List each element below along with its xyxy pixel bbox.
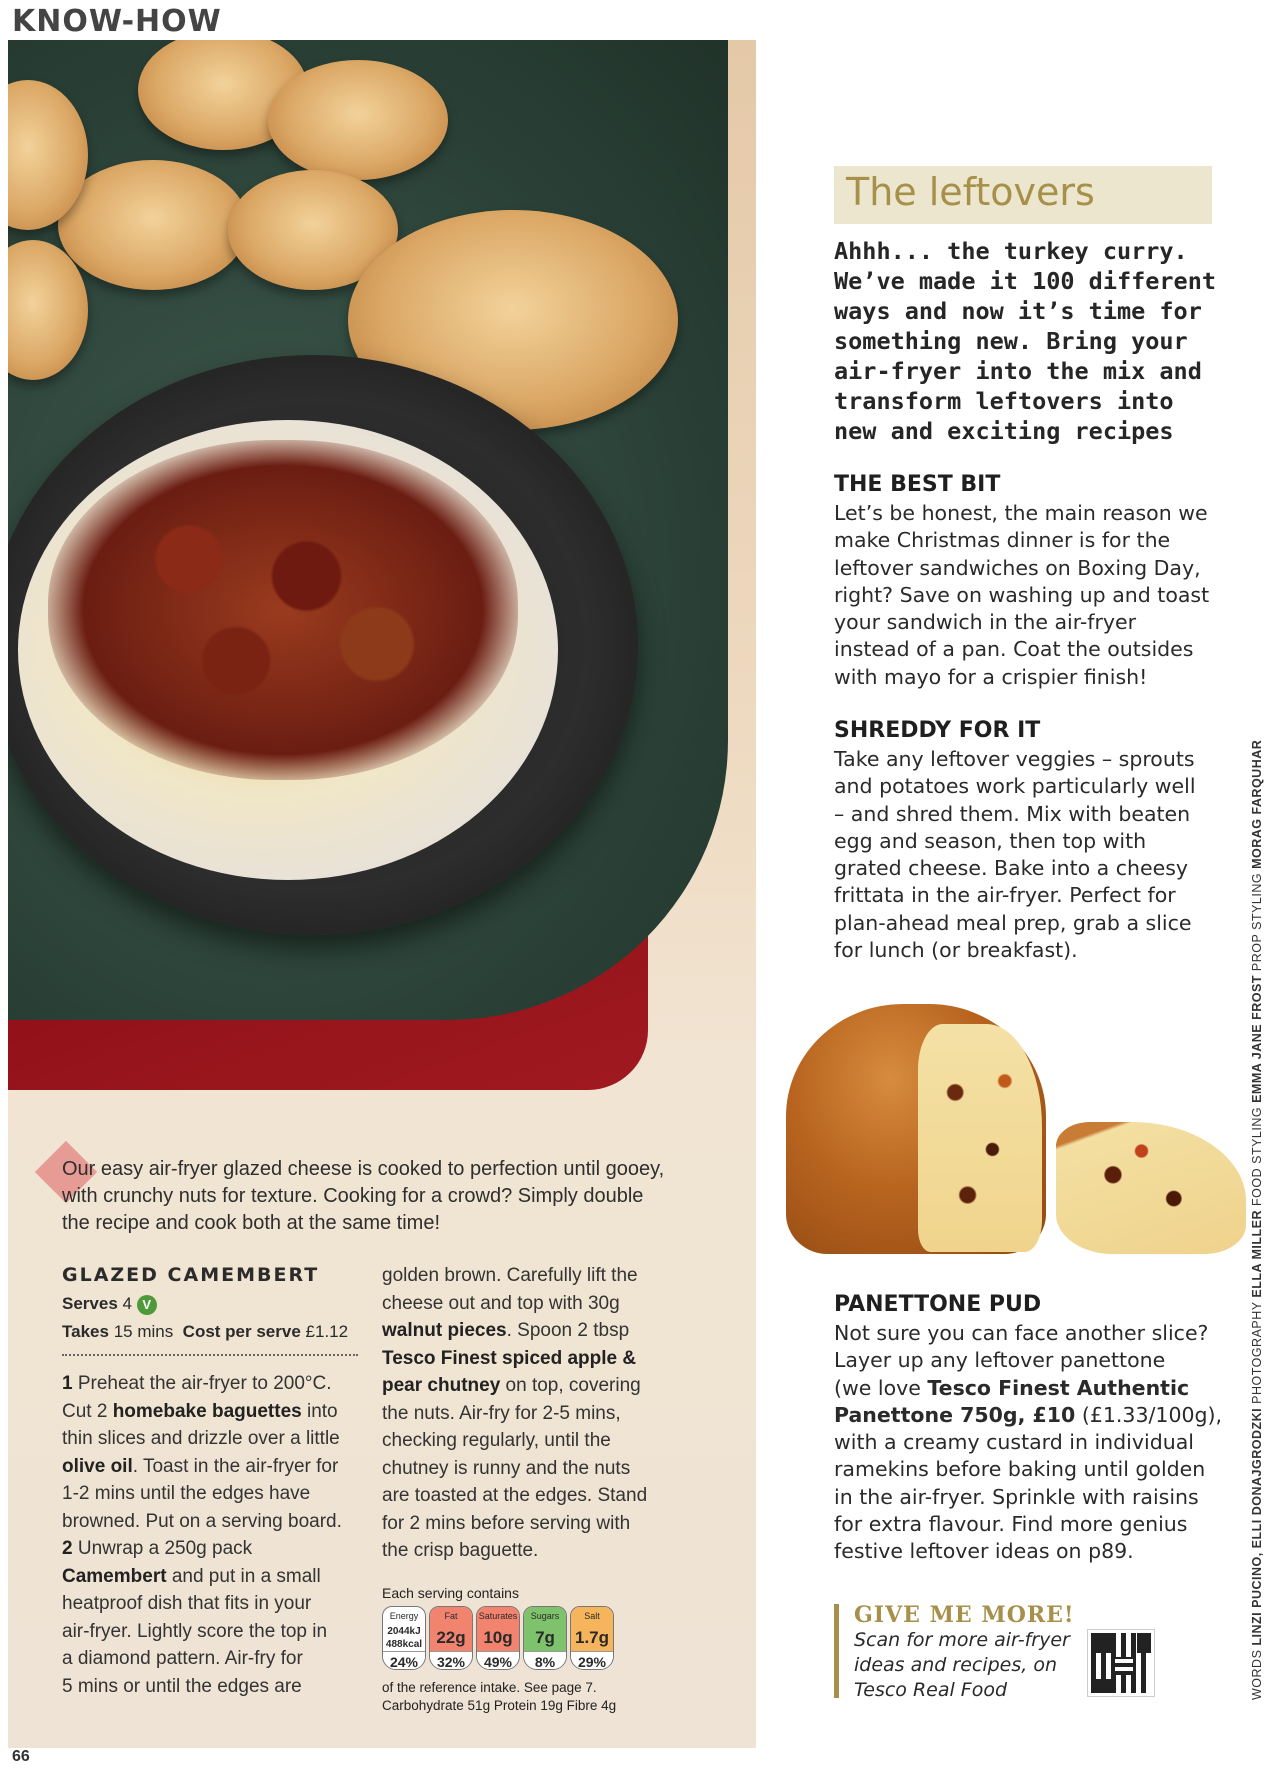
- text-segment: into: [301, 1400, 338, 1422]
- text-emphasis: Tesco Finest Authentic: [927, 1375, 1190, 1400]
- text-segment: Not sure you can face another slice?: [834, 1321, 1209, 1345]
- lead-line: We’ve made it 100 different: [834, 267, 1217, 295]
- text-segment: frittata in the air-fryer. Perfect for: [834, 883, 1176, 908]
- text-line: [834, 636, 1234, 663]
- text-line: [382, 1455, 682, 1483]
- method-column-2: [382, 1262, 682, 1565]
- text-line: [834, 555, 1234, 582]
- text-segment: . Toast in the air-fryer for: [132, 1455, 339, 1477]
- text-line: [62, 1453, 362, 1481]
- text-line: [382, 1510, 682, 1538]
- text-segment: for extra flavour. Find more genius: [834, 1512, 1188, 1537]
- nutrition-value: 1.7g: [571, 1625, 613, 1651]
- text-line: [834, 773, 1234, 800]
- accent-bar: [834, 1604, 839, 1698]
- nutrition-energy-label: Energy: [389, 1611, 419, 1621]
- nutrition-sugars: [523, 1606, 567, 1670]
- nutrition-energy-kcal: 488kcal: [385, 1639, 423, 1650]
- text-segment: egg and season, then top with: [834, 828, 1147, 853]
- nutrition-extra: Carbohydrate 51g Protein 19g Fibre 4g: [382, 1698, 617, 1713]
- text-segment: instead of a pan. Coat the outsides: [834, 637, 1194, 662]
- text-line: [834, 1456, 1234, 1483]
- nutrition-value: 22g: [430, 1625, 472, 1651]
- text-line: [834, 1347, 1234, 1374]
- text-segment: browned. Put on a serving board.: [62, 1510, 342, 1532]
- leftovers-title: The leftovers: [846, 170, 1095, 214]
- text-segment: in the air-fryer. Sprinkle with raisins: [834, 1484, 1199, 1509]
- nutrition-saturates: [476, 1606, 520, 1670]
- give-more-line: Scan for more air-fryer: [854, 1629, 1070, 1651]
- text-line: [834, 1402, 1234, 1429]
- baguette-slice: [268, 60, 448, 180]
- text-segment: for lunch (or breakfast).: [834, 938, 1078, 963]
- page-number: 66: [12, 1748, 30, 1765]
- text-line: [62, 1370, 362, 1398]
- text-segment: a diamond pattern. Air-fry for: [62, 1648, 303, 1669]
- text-line: [62, 1563, 362, 1591]
- text-line: [834, 582, 1234, 609]
- lead-line: transform leftovers into: [834, 387, 1174, 415]
- text-segment: for 2 mins before serving with: [382, 1512, 631, 1534]
- takes-label: Takes: [62, 1322, 109, 1341]
- nutrition-energy: [382, 1606, 426, 1670]
- text-line: [62, 1425, 362, 1453]
- text-line: [62, 1590, 362, 1618]
- nutrition-label: Saturates: [477, 1607, 519, 1625]
- heading-panettone: PANETTONE PUD: [834, 1292, 1042, 1317]
- text-segment: thin slices and drizzle over a little: [62, 1428, 340, 1449]
- panettone-body: [834, 1320, 1234, 1566]
- serves-value: 4: [122, 1294, 132, 1313]
- text-line: [834, 1320, 1234, 1347]
- leftovers-lead: [834, 236, 1224, 446]
- text-segment: checking regularly, until the: [382, 1430, 611, 1451]
- lead-line: something new. Bring your: [834, 327, 1188, 355]
- text-segment: right? Save on washing up and toast: [834, 582, 1210, 607]
- vegetarian-icon: V: [137, 1295, 157, 1315]
- text-segment: Let’s be honest, the main reason we: [834, 501, 1208, 525]
- nutrition-pct: 29%: [571, 1651, 613, 1670]
- cost-label: Cost per serve: [182, 1322, 301, 1341]
- text-line: [62, 1645, 362, 1673]
- text-segment: (£1.33/100g),: [1075, 1402, 1223, 1427]
- text-emphasis: 2: [62, 1538, 73, 1559]
- text-line: [834, 1429, 1234, 1456]
- nutrition-heading: Each serving contains: [382, 1585, 519, 1601]
- text-segment: ramekins before baking until golden: [834, 1457, 1206, 1482]
- nutrition-label: Salt: [571, 1607, 613, 1625]
- text-emphasis: pear chutney: [382, 1375, 501, 1396]
- text-line: [834, 910, 1234, 937]
- text-line: [834, 500, 1234, 527]
- text-emphasis: 1: [62, 1373, 73, 1394]
- credit-role: WORDS: [1250, 1645, 1264, 1700]
- nutrition-ref-note: of the reference intake. See page 7.: [382, 1680, 597, 1695]
- serves-line: [62, 1294, 157, 1315]
- nutrition-label: Fat: [430, 1607, 472, 1625]
- text-line: [382, 1262, 682, 1290]
- text-segment: 5 mins or until the edges are: [62, 1675, 302, 1697]
- text-line: [834, 855, 1234, 882]
- section-label: KNOW-HOW: [12, 4, 222, 39]
- text-line: [62, 1618, 362, 1646]
- give-more-line: Tesco Real Food: [854, 1679, 1008, 1701]
- text-line: [382, 1482, 682, 1510]
- text-segment: grated cheese. Bake into a cheesy: [834, 856, 1189, 881]
- text-line: [62, 1480, 362, 1508]
- text-segment: Cut 2: [62, 1400, 113, 1422]
- text-emphasis: olive oil: [62, 1455, 133, 1477]
- text-line: [62, 1535, 362, 1563]
- text-line: [834, 1511, 1234, 1538]
- text-segment: air-fryer. Lightly score the top in: [62, 1620, 328, 1642]
- cost-value: £1.12: [305, 1322, 349, 1341]
- recipe-title: GLAZED CAMEMBERT: [62, 1264, 320, 1286]
- text-segment: Preheat the air-fryer to 200°C.: [72, 1373, 332, 1394]
- text-line: [834, 609, 1234, 636]
- panettone-slice: [1056, 1122, 1246, 1254]
- text-segment: chutney is runny and the nuts: [382, 1457, 631, 1479]
- text-segment: leftover sandwiches on Boxing Day,: [834, 555, 1201, 580]
- text-line: [382, 1372, 682, 1400]
- give-more-text: [854, 1628, 1084, 1703]
- text-segment: the crisp baguette.: [382, 1540, 539, 1561]
- nutrition-salt: [570, 1606, 614, 1670]
- shreddy-body: [834, 746, 1234, 964]
- text-line: [834, 801, 1234, 828]
- text-segment: cheese out and top with 30g: [382, 1292, 620, 1314]
- qr-code-icon[interactable]: [1088, 1630, 1154, 1696]
- text-line: [382, 1537, 682, 1565]
- credit-role: PHOTOGRAPHY: [1250, 1297, 1264, 1404]
- text-line: [834, 746, 1234, 773]
- text-line: [834, 828, 1234, 855]
- text-emphasis: homebake baguettes: [112, 1400, 302, 1422]
- nutrition-fat: [429, 1606, 473, 1670]
- give-more-title: GIVE ME MORE!: [854, 1602, 1075, 1628]
- text-line: [834, 1538, 1234, 1565]
- text-segment: make Christmas dinner is for the: [834, 528, 1171, 553]
- baguette-slice: [58, 160, 248, 290]
- nutrition-value: 7g: [524, 1625, 566, 1651]
- divider: [62, 1354, 358, 1356]
- nutrition-table: [382, 1606, 614, 1670]
- credit-name: MORAG FARQUHAR: [1250, 739, 1264, 869]
- text-line: [382, 1400, 682, 1428]
- nutrition-pct: 32%: [430, 1651, 472, 1670]
- text-line: [834, 882, 1234, 909]
- nutrition-value: 10g: [477, 1625, 519, 1651]
- text-line: [62, 1673, 362, 1701]
- text-segment: and potatoes work particularly well: [834, 774, 1196, 799]
- text-segment: Take any leftover veggies – sprouts: [834, 747, 1195, 771]
- text-segment: with a creamy custard in individual: [834, 1430, 1194, 1455]
- text-segment: Unwrap a 250g pack: [72, 1538, 253, 1559]
- text-segment: 1-2 mins until the edges have: [62, 1483, 311, 1504]
- text-segment: and put in a small: [166, 1565, 321, 1587]
- text-emphasis: walnut pieces: [382, 1320, 507, 1341]
- nutrition-energy-value: [383, 1625, 425, 1651]
- recipe-intro: Our easy air-fryer glazed cheese is cooked to perfection until gooey, with crunchy nuts for texture. Cooking for a crowd? Simply double the recipe and cook both at the same time!: [62, 1158, 665, 1234]
- lead-line: air-fryer into the mix and: [834, 357, 1202, 385]
- heading-best-bit: THE BEST BIT: [834, 472, 1001, 497]
- text-emphasis: Camembert: [62, 1565, 167, 1587]
- credit-name: LINZI PUCINO, ELLI DONAJGRODZKI: [1250, 1407, 1264, 1646]
- best-bit-body: [834, 500, 1234, 691]
- text-line: [62, 1508, 362, 1536]
- heading-shreddy: SHREDDY FOR IT: [834, 718, 1041, 743]
- text-segment: on top, covering: [500, 1375, 641, 1396]
- text-line: [834, 1375, 1234, 1402]
- text-segment: are toasted at the edges. Stand: [382, 1485, 648, 1506]
- text-line: [382, 1317, 682, 1345]
- text-segment: festive leftover ideas on p89.: [834, 1539, 1134, 1564]
- text-line: [382, 1427, 682, 1455]
- credit-name: EMMA JANE FROST: [1250, 975, 1264, 1103]
- text-line: [834, 1484, 1234, 1511]
- credit-role: PROP STYLING: [1250, 868, 1264, 972]
- nutrition-pct: 49%: [477, 1651, 519, 1670]
- serves-label: Serves: [62, 1294, 118, 1313]
- lead-line: new and exciting recipes: [834, 417, 1174, 445]
- text-segment: . Spoon 2 tbsp: [506, 1320, 630, 1341]
- text-line: [834, 527, 1234, 554]
- nutrition-energy-pct: 24%: [383, 1651, 425, 1670]
- text-segment: plan-ahead meal prep, grab a slice: [834, 910, 1192, 935]
- text-segment: – and shred them. Mix with beaten: [834, 801, 1191, 826]
- text-segment: your sandwich in the air-fryer: [834, 610, 1137, 635]
- credit-role: FOOD STYLING: [1250, 1102, 1264, 1206]
- walnut-chutney-topping: [48, 440, 518, 780]
- nutrition-energy-kj: 2044kJ: [387, 1626, 421, 1637]
- takes-value: 15 mins: [113, 1322, 174, 1341]
- text-line: [382, 1290, 682, 1318]
- text-segment: heatproof dish that fits in your: [62, 1593, 312, 1614]
- panettone-cut-face: [918, 1024, 1042, 1252]
- text-line: [62, 1398, 362, 1426]
- credits: [1250, 740, 1264, 1700]
- nutrition-label: Sugars: [524, 1607, 566, 1625]
- method-column-1: [62, 1370, 362, 1700]
- text-line: [382, 1345, 682, 1373]
- give-more-line: ideas and recipes, on: [854, 1654, 1058, 1676]
- takes-cost-line: [62, 1322, 348, 1342]
- lead-line: Ahhh... the turkey curry.: [834, 237, 1188, 265]
- credit-name: ELLA MILLER: [1250, 1209, 1264, 1298]
- text-segment: with mayo for a crispier finish!: [834, 664, 1148, 689]
- lead-line: ways and now it’s time for: [834, 297, 1202, 325]
- nutrition-pct: 8%: [524, 1651, 566, 1670]
- text-segment: (we love: [834, 1375, 928, 1400]
- text-segment: golden brown. Carefully lift the: [382, 1265, 638, 1286]
- text-segment: the nuts. Air-fry for 2-5 mins,: [382, 1402, 621, 1424]
- text-line: [834, 937, 1234, 964]
- text-line: [834, 664, 1234, 691]
- text-segment: Layer up any leftover panettone: [834, 1348, 1166, 1373]
- text-emphasis: Panettone 750g, £10: [834, 1402, 1076, 1427]
- text-emphasis: Tesco Finest spiced apple &: [382, 1347, 637, 1369]
